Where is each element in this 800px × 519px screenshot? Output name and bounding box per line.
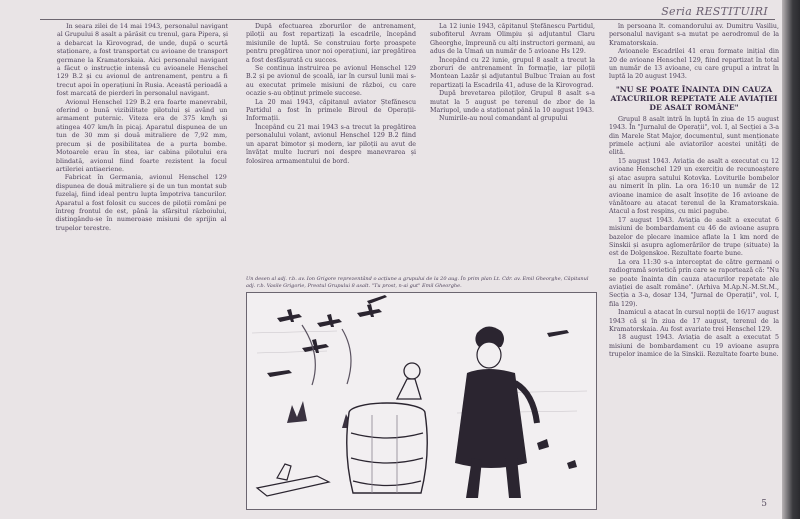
column-4 xyxy=(609,23,779,515)
paragraph: Se continua instruirea pe avionul Henschel 129 B.2 și pe avionul de școală, iar în cursul lunii mai s-au executat primele misiuni de război, cu care ocazie s-au obținut primele succese. xyxy=(246,65,416,98)
paragraph: 18 august 1943. Aviația de asalt a executat 5 misiuni de bombardament cu 19 avioane asupra trupelor inamice de la Sinskii. Rezultate foarte bune. xyxy=(609,334,779,359)
header-rule xyxy=(40,19,775,20)
section-header: Seria RESTITUIRI xyxy=(661,5,768,18)
cartoon-drawing xyxy=(246,292,597,510)
paragraph: Începând cu 21 mai 1943 s-a trecut la pregătirea personalului volant, avionul Henschel 129 B.2 fiind un aparat bimotor și modern, iar piloții au avut de învățat multe lucruri noi despre manevrarea și folosirea armamentului de bord. xyxy=(246,123,416,165)
paragraph: După brevetarea piloților, Grupul 8 asalt s-a mutat la 5 august pe terenul de zbor de la Mariupol, unde a staționat până la 10 august 1943. xyxy=(430,90,595,115)
airplane-icon xyxy=(267,295,387,377)
cartoon-caption: Un desen al adj. r.b. av. Ion Grigore reprezentând o acțiune a grupului de la 20 aug. În prim plan Lt. Cdr. av. Emil Gheorghe, Căpitanul adj. r.b. Vasile Grigorie, Preotul Grupului 8 asalt. "Tu prost, n-ai gut" Emil Gheorghe. xyxy=(246,276,589,289)
paragraph: Începând cu 22 iunie, grupul 8 asalt a trecut la zboruri de antrenament în formație, iar piloții Montean Lazăr și adjutantul Bulbuc Traian au fost repartizați la Escadrila 41, aduse de la Kirovograd. xyxy=(430,56,595,89)
column-1 xyxy=(53,23,228,511)
subtitle: "NU SE POATE ÎNAINTA DIN CAUZA ATACURILOR REPETATE ALE AVIAȚIEI DE ASALT ROMÂNE" xyxy=(610,84,778,112)
paragraph: Grupul 8 asalt intră în luptă în ziua de 15 august 1943. În "Jurnalul de Operații", vol. I, al Secției a 3-a din Marele Stat Major, documentul, sunt menționate primele acțiuni ale aviatorilor acestei unități de elită. xyxy=(609,115,779,157)
page-edge-shadow xyxy=(782,0,800,519)
paragraph: La 20 mai 1943, căpitanul aviator Ștefănescu Partidul a fost în primele Biroul de Operații-Informații. xyxy=(246,98,416,123)
paragraph: Numirile-au noul comandant al grupului xyxy=(439,115,568,123)
paragraph: După efectuarea zborurilor de antrenament, piloții au fost repartizați la escadrile, începând misiunile de luptă. Se construiau forțe proaspete pentru pregătirea unor noi operațiuni, iar pregătirea a fost desfășurată cu succes. xyxy=(246,23,416,64)
paragraph: 17 august 1943. Aviația de asalt a executat 6 misiuni de bombardament cu 46 de avioane asupra bazelor de plecare inamice aflate la 1 km nord de Sinskii și asupra aglomerărilor de trupe (situate) la est de Dolgenskoe. Rezultate foarte bune. xyxy=(609,216,779,258)
page-number: 5 xyxy=(761,499,767,509)
paragraph: Avionul Henschel 129 B.2 era foarte manevrabil, oferind o bună vizibilitate pilotului și având un armament puternic. Viteza era de 375 km/h și atingea 407 km/h în picaj. Aparatul dispunea de un tun de 30 mm și două mitraliere de 7,92 mm, precum și de posibilitatea de a purta bombe. Motoarele erau în stea, iar cabina pilotului era blindată, avionul fiind foarte rezistent la focul artileriei antiaeriene. xyxy=(55,98,228,173)
column-3 xyxy=(430,23,595,275)
barrel-icon xyxy=(347,403,428,493)
paragraph: Inamicul a atacat în cursul nopții de 16/17 august 1943 că și în ziua de 17 august, terenul de la Kramatorskaia. Au fost avariate trei Henschel 129. xyxy=(609,309,779,333)
paragraph: În seara zilei de 14 mai 1943, personalul navigant al Grupului 8 asalt a părăsit cu trenul, gara Pipera, și a debarcat la Kirovograd, de unde, după o scurtă staționare, a fost transportat cu avioane de transport germane la Kramatorskaia. Aici personalul navigant a făcut o instrucție intensă cu avioanele Henschel 129 B.2 și cu avionul de antrenament, pentru a fi trecut apoi în operațiuni în Rusia. Această perioadă a fost marcată de pierderi în personalul navigant. xyxy=(56,23,229,98)
paragraph: Avioanele Escadrilei 41 erau formate inițial din 20 de avioane Henschel 129, fiind repartizat în total un număr de 13 avioane, cu care grupul a intrat în luptă la 20 august 1943. xyxy=(609,48,779,81)
paragraph: în persoana lt. comandorului av. Dumitru Vasiliu, personalul navigant s-a mutat pe aerodromul de la Kramatorskaia. xyxy=(609,23,779,47)
paragraph: La 12 iunie 1943, căpitanul Ștefănescu Partidul, subofiterul Avram Olimpiu și adjutantul Claru Gheorghe, împreună cu alți instructori germani, au adus de la Umań un număr de 5 avioane Hs 129. xyxy=(430,23,595,56)
paragraph: La ora 11:30 s-a interceptat de către germani o radiogramă sovietică prin care se raportează că: "Nu se poate înainta din cauza atacurilor repetate ale aviației de asalt române". (Arhiva M.Ap.N.-M.St.M., Secția a 3-a, dosar 134, "Jurnal de Operații", vol. I, fila 129). xyxy=(609,258,779,308)
paragraph: Fabricat în Germania, avionul Henschel 129 dispunea de două mitraliere și de un tun montat sub fuzelaj, fiind ideal pentru lupta împotriva tancurilor. Aparatul a fost folosit cu succes de piloții români pe întreg frontul de est, până la sfârșitul războiului, distingându-se în numeroase misiuni de sprijin al trupelor terestre. xyxy=(55,174,227,232)
paragraph: 15 august 1943. Aviația de asalt a executat cu 12 avioane Henschel 129 un exercițiu de recunoaștere și atac asupra satului Kotovka. Loviturile bombelor au nimerit în plin. La ora 16:10 un număr de 12 avioane inamice de asalt însoțite de 16 avioane de vânătoare au atacat terenul de la Kramatorskaia. Atacul a fost respins, cu mici pagube. xyxy=(609,157,779,216)
column-2 xyxy=(246,23,416,275)
officer-figure xyxy=(455,326,537,498)
